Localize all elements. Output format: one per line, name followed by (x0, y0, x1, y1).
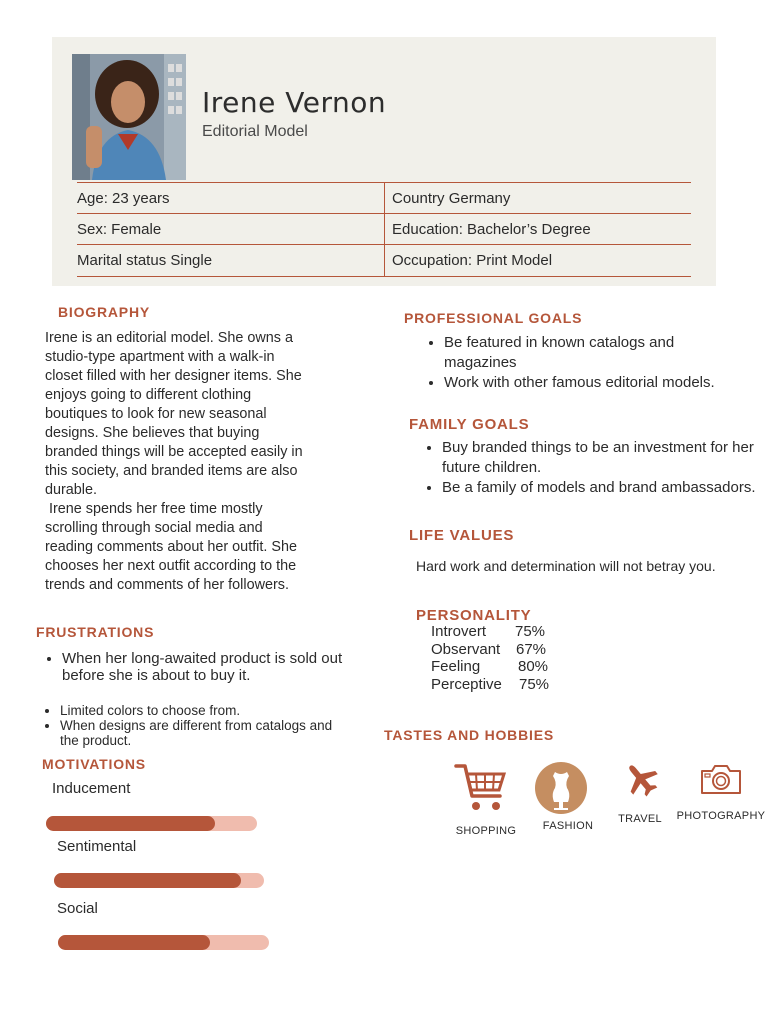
family-goals-list (424, 438, 768, 498)
hobby-label-fashion: FASHION (542, 820, 594, 832)
personality-trait: Perceptive (431, 676, 502, 693)
persona-name: Irene Vernon (202, 86, 387, 119)
personality-row (431, 641, 500, 658)
list-item: • Limited colors to choose from. (60, 703, 350, 718)
biography-line: Irene is an editorial model. She owns a (45, 330, 293, 346)
motivation-bar-sentimental (54, 873, 264, 888)
info-age: Age: 23 years (77, 190, 170, 207)
biography-line: designs. She believes that buying (45, 425, 260, 441)
biography-line: studio-type apartment with a walk-in (45, 349, 275, 365)
motivation-bar-fill (54, 873, 241, 888)
biography-line: scrolling through social media and (45, 520, 263, 536)
info-education: Education: Bachelor’s Degree (392, 221, 591, 238)
biography-line: trends and comments of her followers. (45, 577, 289, 593)
life-values-text: Hard work and determination will not betray you. (416, 558, 716, 574)
biography-line: branded things will be accepted easily in (45, 444, 303, 460)
life-values-heading: LIFE VALUES (409, 527, 515, 544)
biography-line: closet filled with her designer items. She (45, 368, 302, 384)
frustrations-list (44, 650, 352, 684)
list-item: • Buy branded things to be an investment for her future children. (442, 438, 768, 478)
motivation-bar-fill (46, 816, 215, 831)
list-item: • When her long-awaited product is sold out before she is about to buy it. (62, 650, 352, 684)
hobby-label-shopping: SHOPPING (455, 825, 517, 837)
info-sex: Sex: Female (77, 221, 162, 238)
list-item: • Work with other famous editorial models. (444, 373, 744, 393)
professional-goals-heading: PROFESSIONAL GOALS (404, 310, 583, 326)
biography-line: chooses her next outfit according to the (45, 558, 297, 574)
biography-line: boutiques to look for new seasonal (45, 406, 267, 422)
family-goals-heading: FAMILY GOALS (409, 416, 530, 433)
personality-value: 67% (516, 641, 547, 658)
professional-goals-list (426, 333, 744, 393)
biography-line: durable. (45, 482, 98, 498)
info-occupation: Occupation: Print Model (392, 252, 553, 269)
personality-row (431, 623, 486, 640)
personality-value: 80% (518, 658, 549, 675)
personality-trait: Introvert (431, 623, 487, 640)
table-divider (77, 276, 691, 277)
biography-heading: BIOGRAPHY (58, 304, 150, 320)
personality-trait: Observant (431, 641, 501, 658)
info-marital-status: Marital status Single (77, 252, 213, 269)
biography-line: reading comments about her outfit. She (45, 539, 297, 555)
list-item: • Be featured in known catalogs and magazines (444, 333, 744, 373)
motivation-bar-fill (58, 935, 210, 950)
biography-line: Irene spends her free time mostly (45, 501, 263, 517)
biography-line: this society, and branded items are also (45, 463, 298, 479)
personality-value: 75% (515, 623, 546, 640)
hobbies-heading: TASTES AND HOBBIES (384, 727, 554, 743)
hobby-label-photography: PHOTOGRAPHY (676, 810, 766, 822)
motivation-bar-social (58, 935, 269, 950)
info-country: Country Germany (392, 190, 511, 207)
frustrations-list-small (44, 703, 350, 748)
mannequin-icon (535, 762, 587, 819)
personality-row (431, 676, 502, 693)
list-item: • Be a family of models and brand ambassadors. (442, 478, 768, 498)
biography-text (45, 329, 365, 595)
personality-row (431, 658, 480, 675)
list-item: • When designs are different from catalogs and the product. (60, 718, 350, 748)
motivation-label: Social (57, 900, 98, 917)
motivation-label: Sentimental (57, 838, 137, 855)
shopping-cart-icon (454, 762, 508, 819)
hobby-label-travel: TRAVEL (618, 813, 662, 825)
motivation-bar-inducement (46, 816, 257, 831)
motivation-label: Inducement (52, 780, 131, 797)
camera-icon (699, 762, 743, 801)
personality-trait: Feeling (431, 658, 481, 675)
profile-photo (72, 54, 186, 180)
table-column-divider (384, 182, 385, 276)
motivations-heading: MOTIVATIONS (42, 756, 146, 772)
personality-heading: PERSONALITY (416, 607, 532, 624)
frustrations-heading: FRUSTRATIONS (36, 624, 155, 640)
personality-value: 75% (519, 676, 550, 693)
biography-line: enjoys going to different clothing (45, 387, 252, 403)
airplane-icon (622, 760, 660, 803)
persona-role: Editorial Model (202, 123, 308, 140)
